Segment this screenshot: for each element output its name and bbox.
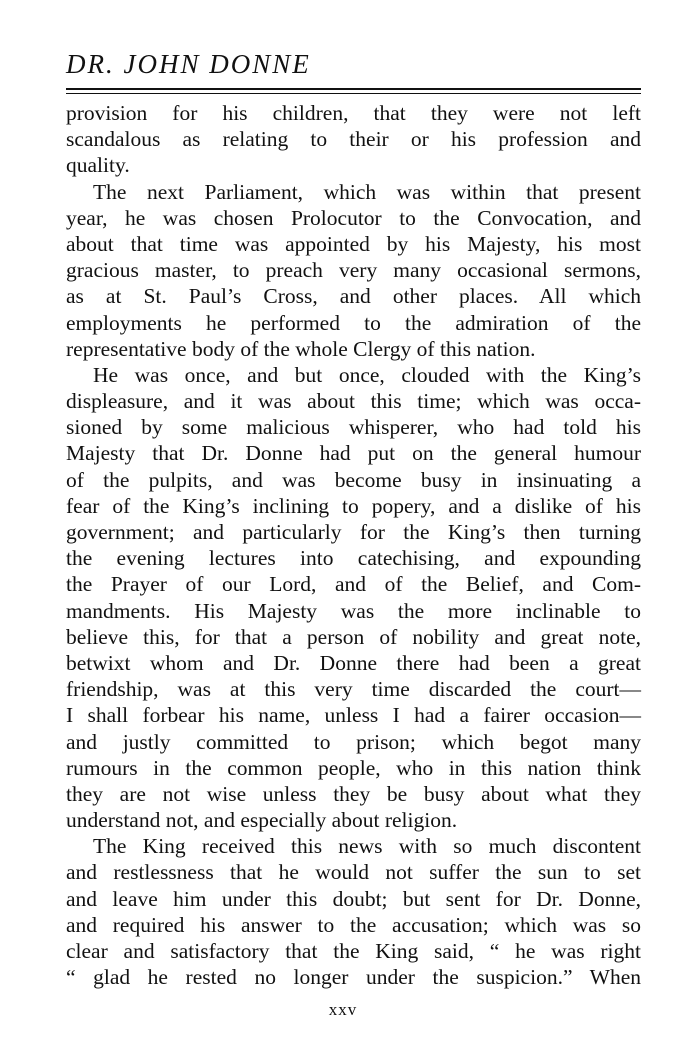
text-line: The King received this news with so much discontent: [93, 834, 641, 859]
text-line: displeasure, and it was about this time; which was occa-: [66, 389, 641, 414]
header-rule-thick: [66, 88, 641, 90]
text-line: mandments. His Majesty was the more inclinable to: [66, 598, 641, 623]
text-line: sioned by some malicious whisperer, who had told his: [66, 415, 641, 440]
paragraph: [66, 100, 641, 179]
text-line: they are not wise unless they be busy about what they: [66, 781, 641, 806]
text-line: Majesty that Dr. Donne had put on the general humour: [66, 441, 641, 466]
text-line: and leave him under this doubt; but sent for Dr. Donne,: [66, 886, 641, 911]
text-line: betwixt whom and Dr. Donne there had been a great: [66, 650, 641, 675]
text-line: “ glad he rested no longer under the suspicion.” When: [66, 965, 641, 990]
paragraph: [66, 362, 641, 833]
text-line: friendship, was at this very time discarded the court—: [66, 677, 641, 702]
text-line: year, he was chosen Prolocutor to the Convocation, and: [66, 205, 641, 230]
text-line: about that time was appointed by his Majesty, his most: [66, 231, 641, 256]
body-text: [66, 100, 641, 990]
text-line: scandalous as relating to their or his profession and: [66, 127, 641, 152]
text-line: representative body of the whole Clergy of this nation.: [66, 336, 536, 361]
text-line: gracious master, to preach very many occasional sermons,: [66, 258, 641, 283]
text-line: provision for his children, that they were not left: [66, 101, 641, 125]
text-line: The next Parliament, which was within that present: [93, 179, 641, 204]
text-line: of the pulpits, and was become busy in insinuating a: [66, 467, 641, 492]
text-line: government; and particularly for the King’s then turning: [66, 520, 641, 544]
text-line: and restlessness that he would not suffer the sun to set: [66, 860, 641, 885]
page-number: xxv: [328, 1000, 358, 1019]
text-line: understand not, and especially about religion.: [66, 808, 458, 833]
text-line: the evening lectures into catechising, and expounding: [66, 546, 641, 571]
paragraph: [66, 833, 641, 990]
text-line: rumours in the common people, who in this nation think: [66, 755, 641, 780]
text-line: and justly committed to prison; which begot many: [66, 729, 641, 754]
text-line: quality.: [66, 153, 130, 178]
text-line: as at St. Paul’s Cross, and other places. All which: [66, 284, 641, 309]
header-rule: [66, 88, 641, 95]
text-line: employments he performed to the admiration of the: [66, 310, 641, 335]
text-line: I shall forbear his name, unless I had a fairer occasion—: [66, 703, 641, 728]
header-rule-thin: [66, 93, 641, 94]
paragraph: [66, 179, 641, 362]
text-line: believe this, for that a person of nobility and great note,: [66, 624, 641, 649]
text-line: the Prayer of our Lord, and of the Belief, and Com-: [66, 572, 641, 597]
text-line: clear and satisfactory that the King said, “ he was right: [66, 939, 641, 963]
text-line: He was once, and but once, clouded with the King’s: [93, 362, 641, 387]
text-line: and required his answer to the accusation; which was so: [66, 912, 641, 937]
text-line: fear of the King’s inclining to popery, and a dislike of his: [66, 493, 641, 518]
running-head: DR. JOHN DONNE: [66, 49, 311, 79]
